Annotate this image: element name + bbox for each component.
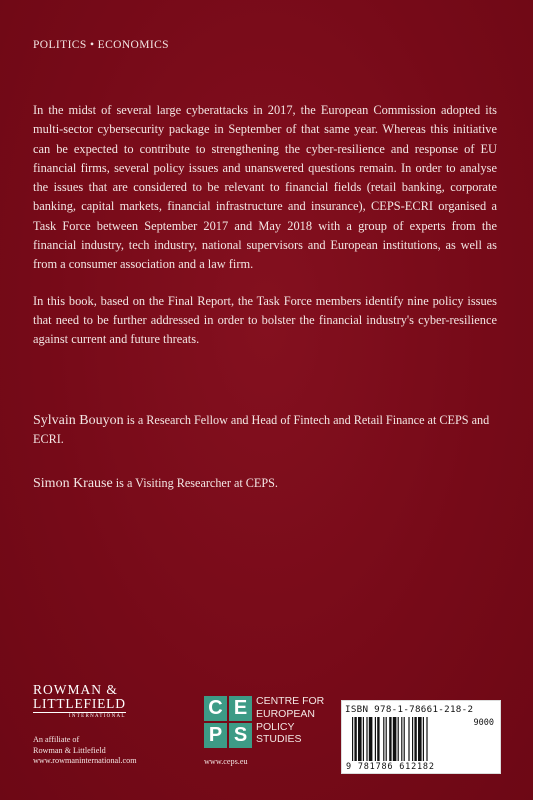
price-code: 9000 [473,718,494,728]
author-name: Simon Krause [33,476,113,491]
isbn-barcode [341,700,501,774]
author-description: is a Visiting Researcher at CEPS. [112,476,278,490]
author-name: Sylvain Bouyon [33,413,124,428]
isbn-number: ISBN 978-1-78661-218-2 [345,704,474,715]
description-paragraph-1: In the midst of several large cyberattacks in 2017, the European Commission adopted its multi-sector cybersecurity package in September of that same year. Whereas this initiative can be expected to contribute to strengthening the cyber-resilience and response of EU financial firms, several policy issues and unanswered questions remain. In order to analyse the issues that are considered to be relevant to financial fields (retail banking, corporate banking, capital markets, financial infrastructure and insurance), CEPS-ECRI organised a Task Force between September 2017 and May 2018 with a group of experts from the financial industry, tech industry, national supervisors and European institutions, as well as from a consumer association and a law firm. [33,103,497,272]
author-description: is a Research Fellow and Head of Fintech and Retail Finance at CEPS and ECRI. [33,413,490,446]
author-bio-2 [33,474,503,493]
publisher-affiliation: An affiliate of Rowman & Littlefield www.rowmaninternational.com [33,735,137,765]
category-label: POLITICS • ECONOMICS [33,39,169,51]
ceps-logo: C E P S [204,696,252,748]
description-paragraph-2: In this book, based on the Final Report, the Task Force members identify nine policy issues that need to be further addressed in order to bolster the financial industry's cyber-resilience against current and future threats. [33,293,497,347]
ceps-url: www.ceps.eu [204,757,248,766]
book-description [33,101,497,367]
barcode-digits: 9 781786 612182 [346,762,435,772]
publisher-url: www.rowmaninternational.com [33,756,137,765]
rowman-littlefield-logo: ROWMAN & LITTLEFIELD INTERNATIONAL [33,682,126,719]
author-bio-1 [33,411,503,449]
ceps-name: CENTRE FOR EUROPEAN POLICY STUDIES [256,695,325,746]
barcode-icon [352,717,456,761]
